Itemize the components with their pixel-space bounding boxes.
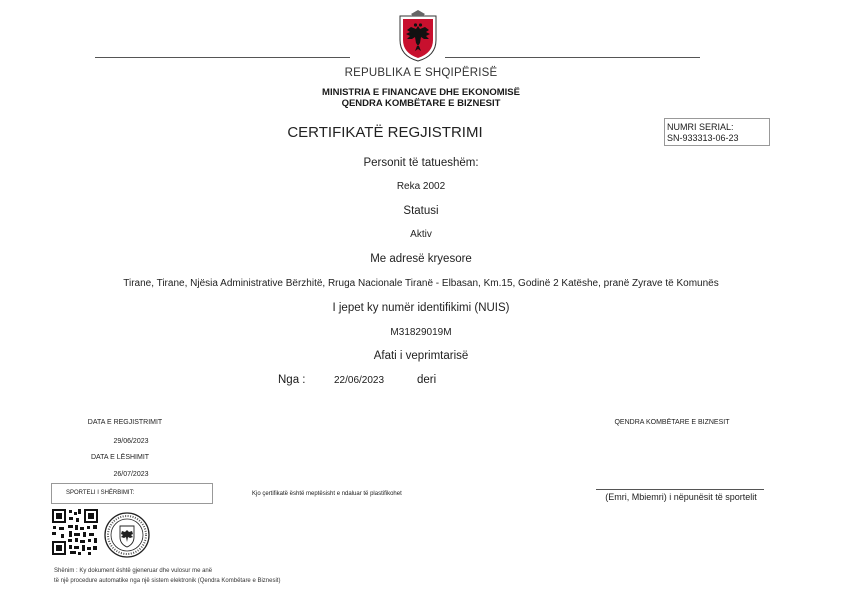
header-rule-left — [95, 57, 350, 58]
validity-label: Afati i veprimtarisë — [373, 350, 469, 362]
coat-of-arms-icon — [396, 10, 440, 62]
taxpayer-label: Personit të tatueshëm: — [363, 157, 479, 169]
lamination-warning: Kjo çertifikatë është meptësisht e ndaluar të plastifikohet — [252, 491, 402, 497]
certificate-title: CERTIFIKATË REGJISTRIMI — [287, 124, 483, 141]
from-label: Nga : — [278, 374, 306, 386]
serial-label: NUMRI SERIAL: — [667, 122, 734, 132]
from-date: 22/06/2023 — [334, 375, 385, 386]
signature-line — [596, 489, 764, 490]
registration-date-label: DATA E REGJISTRIMIT — [87, 419, 163, 426]
qr-code-icon — [51, 508, 99, 556]
taxpayer-value: Reka 2002 — [396, 181, 446, 192]
electronic-seal-note-line1: Shënim : Ky dokument është gjeneruar dhe vulosur me anë — [54, 568, 213, 574]
electronic-seal-note-line2: të një procedure automatike nga një sistem elektronik (Qendra Kombëtare e Biznesit) — [54, 578, 281, 584]
ministry-name: MINISTRIA E FINANCAVE DHE EKONOMISË — [322, 87, 520, 98]
nuis-value: M31829019M — [390, 327, 452, 338]
registration-date: 29/06/2023 — [113, 438, 149, 445]
serial-number-box — [664, 118, 770, 146]
status-label: Statusi — [403, 205, 439, 217]
issue-date: 26/07/2023 — [113, 471, 149, 478]
address-label: Me adresë kryesore — [370, 253, 472, 265]
agency-name: QENDRA KOMBËTARE E BIZNESIT — [341, 98, 501, 109]
status-value: Aktiv — [410, 229, 432, 240]
service-desk-label: SPORTELI I SHËRBIMIT: — [66, 490, 135, 496]
official-seal-icon — [104, 512, 150, 558]
address-value: Tirane, Tirane, Njësia Administrative Bërzhitë, Rruga Nacionale Tiranë - Elbasan, Km.15, Godinë 2 Katëshe, pranë Zyrave të Komunës — [123, 278, 719, 289]
official-name-label: (Emri, Mbiemri) i nëpunësit të sportelit — [605, 492, 757, 502]
to-label: deri — [417, 374, 437, 386]
republic-name: REPUBLIKA E SHQIPËRISË — [344, 67, 498, 79]
serial-value: SN-933313-06-23 — [667, 133, 739, 143]
issue-date-label: DATA E LËSHIMIT — [90, 454, 150, 461]
nuis-label: I jepet ky numër identifikimi (NUIS) — [332, 302, 510, 314]
agency-signature-label: QENDRA KOMBËTARE E BIZNESIT — [614, 419, 730, 426]
header-rule-right — [445, 57, 700, 58]
